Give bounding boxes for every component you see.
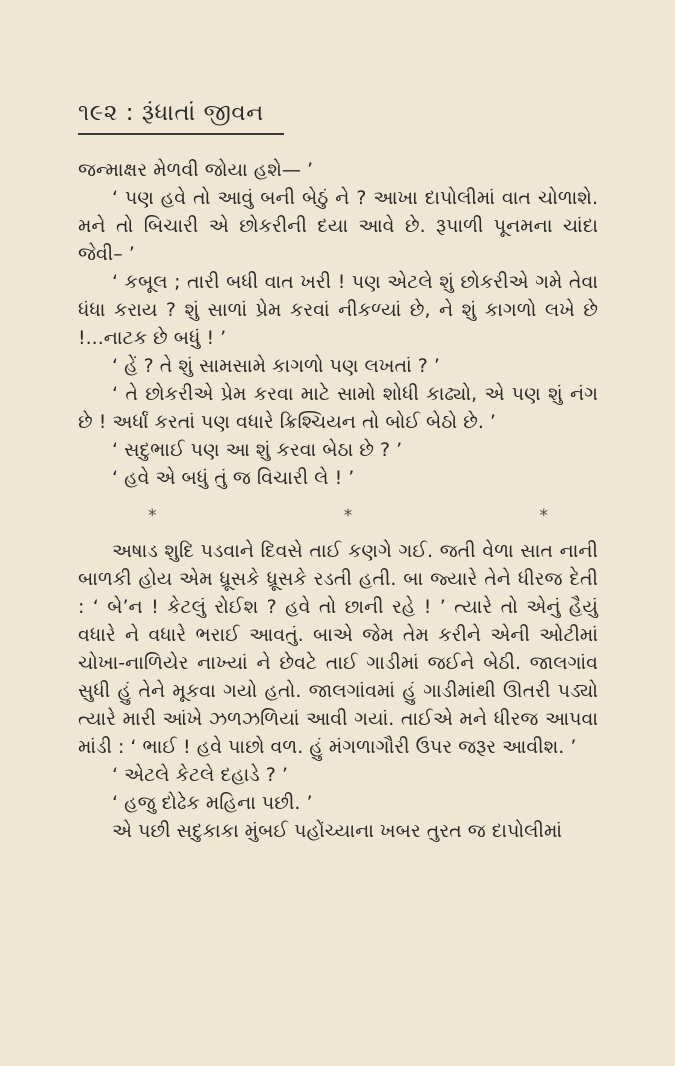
- paragraph: ‘ હવે એ બધું તું જ વિચારી લે ! ’: [112, 467, 355, 489]
- separator-star: *: [343, 506, 353, 526]
- paragraph: એ પછી સદુકાકા મુંબઈ પહોંચ્યાના ખબર તુરત જ દાપોલીમાં: [112, 820, 563, 842]
- paragraph: અષાડ શુદિ પડવાને દિવસે તાઈ કણગે ગઈ. જતી વેળા સાત નાની બાળકી હોય એમ ધ્રૂસકે ધ્રૂસકે રડતી હતી. બા જ્યારે તેને ધીરજ દેતી : ‘ બે’ન ! કેટલું રોઈશ ? હવે તો છાની રહે ! ’ ત્યારે તો એનું હૈયું વધારે ને વધારે ભરાઈ આવતું. બાએ જેમ તેમ કરીને એની ઓટીમાં ચોખા-નાળિયેર નાખ્યાં ને છેવટે તાઈ ગાડીમાં જઈને બેઠી. જાલગાંવ સુધી હું તેને મૂકવા ગયો હતો. જાલગાંવમાં હું ગાડીમાંથી ઊતરી પડ્યો ત્યારે મારી આંખે ઝળઝળિયાં આવી ગયાં. તાઈએ મને ધીરજ આપવા માંડી : ‘ ભાઈ ! હવે પાછો વળ. હું મંગળાગૌરી ઉપર જરૂર આવીશ. ’: [78, 540, 598, 758]
- paragraph: ‘ એટલે કેટલે દહાડે ? ’: [112, 764, 288, 786]
- separator-star: *: [148, 506, 157, 526]
- paragraph: ‘ તે છોકરીએ પ્રેમ કરવા માટે સામો શોધી કાઢ્યો, એ પણ શું નંગ છે ! અર્ધાં કરતાં પણ વધારે ક્રિશ્ચિયન તો બોઈ બેઠો છે. ’: [78, 383, 598, 433]
- body-text: [78, 156, 598, 845]
- paragraph: જન્માક્ષર મેળવી જોયા હશે— ’: [78, 159, 313, 181]
- section-separator: [148, 505, 548, 527]
- paragraph: ‘ પણ હવે તો આવું બની બેઠું ને ? આખા દાપોલીમાં વાત ચોળાશે. મને તો બિચારી એ છોકરીની દયા આવે છે. રૂપાળી પૂનમના ચાંદા જેવી– ’: [78, 187, 598, 265]
- header-underline: [78, 133, 284, 135]
- paragraph: ‘ સદુભાઈ પણ આ શું કરવા બેઠા છે ? ’: [112, 439, 403, 461]
- paragraph: ‘ હેં ? તે શું સામસામે કાગળો પણ લખતાં ? ’: [112, 355, 440, 377]
- paragraph: ‘ કબૂલ ; તારી બધી વાત ખરી ! પણ એટલે શું છોકરીએ ગમે તેવા ધંધા કરાય ? શું સાળાં પ્રેમ કરવાં નીકળ્યાં છે, ને શું કાગળો લખે છે !...નાટક છે બધું ! ’: [78, 271, 598, 349]
- separator-star: *: [539, 506, 548, 526]
- page-header: ૧૯૨ : રૂંધાતાં જીવન: [78, 100, 264, 126]
- paragraph: ‘ હજુ દોઢેક મહિના પછી. ’: [112, 792, 313, 814]
